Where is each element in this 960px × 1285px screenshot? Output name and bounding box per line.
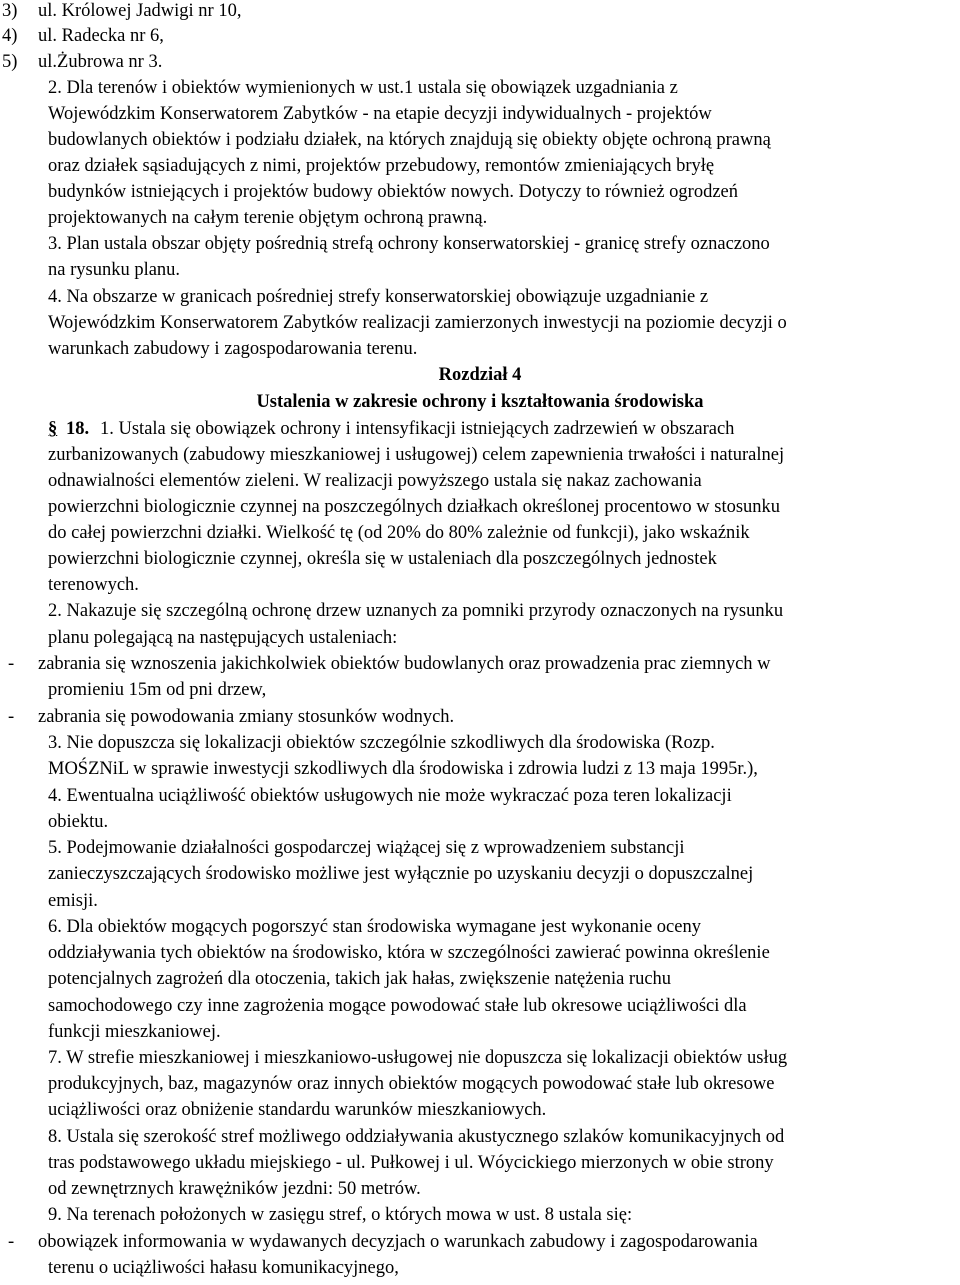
text-line: MOŚZNiL w sprawie inwestycji szkodliwych dla środowiska i zdrowia ludzi z 13 maja 1995r.),	[48, 759, 758, 779]
text-line: uciążliwości oraz obniżenie standardu warunków mieszkaniowych.	[48, 1100, 547, 1120]
text-line: odnawialności elementów zieleni. W realizacji powyższego ustala się nakaz zachowania	[48, 471, 702, 491]
dash-marker: -	[8, 1232, 15, 1252]
text-line: emisji.	[48, 891, 98, 911]
list-item-text: ul.Żubrowa nr 3.	[38, 52, 163, 72]
text-line: 7. W strefie mieszkaniowej i mieszkaniowo-usługowej nie dopuszcza się lokalizacji obiektów usług	[48, 1048, 788, 1068]
text-line: projektowanych na całym terenie objętym ochroną prawną.	[48, 208, 488, 228]
text-line: zabrania się powodowania zmiany stosunków wodnych.	[38, 707, 455, 727]
text-line: powierzchni biologicznie czynnej na poszczególnych działkach określonej procentowo w stosunku	[48, 497, 781, 517]
text-line: do całej powierzchni działki. Wielkość tę (od 20% do 80% zależnie od funkcji), jako wskaźnik	[48, 523, 750, 543]
text-line: 3. Plan ustala obszar objęty pośrednią strefą ochrony konserwatorskiej - granicę strefy oznaczono	[48, 234, 770, 254]
list-marker: 3)	[2, 1, 18, 21]
section-symbol: §	[48, 419, 58, 439]
text-line: planu polegającą na następujących ustaleniach:	[48, 628, 398, 648]
text-line: 5. Podejmowanie działalności gospodarczej wiążącej się z wprowadzeniem substancji	[48, 838, 685, 858]
text-line: 2. Dla terenów i obiektów wymienionych w ust.1 ustala się obowiązek uzgadniania z	[48, 78, 678, 98]
text-line: 4. Na obszarze w granicach pośredniej strefy konserwatorskiej obowiązuje uzgadnianie z	[48, 287, 709, 307]
text-line: 2. Nakazuje się szczególną ochronę drzew uznanych za pomniki przyrody oznaczonych na rysunku	[48, 601, 784, 621]
dash-marker: -	[8, 654, 15, 674]
text-line: promieniu 15m od pni drzew,	[48, 680, 267, 700]
text-line: Wojewódzkim Konserwatorem Zabytków - na etapie decyzji indywidualnych - projektów	[48, 104, 712, 124]
text-line: samochodowego czy inne zagrożenia mogące powodować stałe lub okresowe uciążliwości dla	[48, 996, 747, 1016]
text-line: 3. Nie dopuszcza się lokalizacji obiektów szczególnie szkodliwych dla środowiska (Rozp.	[48, 733, 715, 753]
section-number: 18.	[66, 419, 90, 439]
text-line: produkcyjnych, baz, magazynów oraz innych obiektów mogących powodować stałe lub okresowe	[48, 1074, 775, 1094]
text-line: 9. Na terenach położonych w zasięgu stref, o których mowa w ust. 8 ustala się:	[48, 1205, 633, 1225]
text-line: funkcji mieszkaniowej.	[48, 1022, 221, 1042]
text-line: obiektu.	[48, 812, 109, 832]
list-item-text: ul. Królowej Jadwigi nr 10,	[38, 1, 242, 21]
text-line: Wojewódzkim Konserwatorem Zabytków realizacji zamierzonych inwestycji na poziomie decyzji o	[48, 313, 787, 333]
list-marker: 4)	[2, 26, 18, 46]
text-line: powierzchni biologicznie czynnej, określa się w ustaleniach dla poszczególnych jednostek	[48, 549, 717, 569]
text-line: oddziaływania tych obiektów na środowisko, która w szczególności zawierać powinna określenie	[48, 943, 770, 963]
text-line: od zewnętrznych krawężników jezdni: 50 metrów.	[48, 1179, 421, 1199]
list-marker: 5)	[2, 52, 18, 72]
text-line: warunkach zabudowy i zagospodarowania terenu.	[48, 339, 418, 359]
text-line: 8. Ustala się szerokość stref możliwego oddziaływania akustycznego szlaków komunikacyjnych od	[48, 1127, 785, 1147]
text-line: terenowych.	[48, 575, 139, 595]
text-line: zurbanizowanych (zabudowy mieszkaniowej i usługowej) celem zapewnienia trwałości i naturalnej	[48, 445, 785, 465]
list-item-text: ul. Radecka nr 6,	[38, 26, 164, 46]
text-line: oraz działek sąsiadujących z nimi, projektów przebudowy, remontów zmieniających bryłę	[48, 156, 715, 176]
text-line: potencjalnych zagrożeń dla otoczenia, takich jak hałas, zwiększenie natężenia ruchu	[48, 969, 672, 989]
text-line: tras podstawowego układu miejskiego - ul. Pułkowej i ul. Wóycickiego mierzonych w obie strony	[48, 1153, 774, 1173]
text-line: obowiązek informowania w wydawanych decyzjach o warunkach zabudowy i zagospodarowania	[38, 1232, 758, 1252]
text-line: na rysunku planu.	[48, 260, 181, 280]
text-line: budynków istniejących i projektów budowy obiektów nowych. Dotyczy to również ogrodzeń	[48, 182, 739, 202]
text-line: zanieczyszczających środowisko możliwe jest wyłącznie po uzyskaniu decyzji o dopuszczalnej	[48, 864, 754, 884]
chapter-title: Rozdział 4	[438, 365, 522, 385]
text-line: budowlanych obiektów i podziału działek, na których znajdują się obiekty objęte ochroną prawną	[48, 130, 771, 150]
text-line: 1. Ustala się obowiązek ochrony i intensyfikacji istniejących zadrzewień w obszarach	[100, 419, 735, 439]
text-line: 4. Ewentualna uciążliwość obiektów usługowych nie może wykraczać poza teren lokalizacji	[48, 786, 732, 806]
chapter-subtitle: Ustalenia w zakresie ochrony i kształtowania środowiska	[256, 392, 704, 412]
text-line: 6. Dla obiektów mogących pogorszyć stan środowiska wymagane jest wykonanie oceny	[48, 917, 701, 937]
dash-marker: -	[8, 707, 15, 727]
text-line: terenu o uciążliwości hałasu komunikacyjnego,	[48, 1258, 399, 1278]
text-line: zabrania się wznoszenia jakichkolwiek obiektów budowlanych oraz prowadzenia prac ziemnych w	[38, 654, 771, 674]
